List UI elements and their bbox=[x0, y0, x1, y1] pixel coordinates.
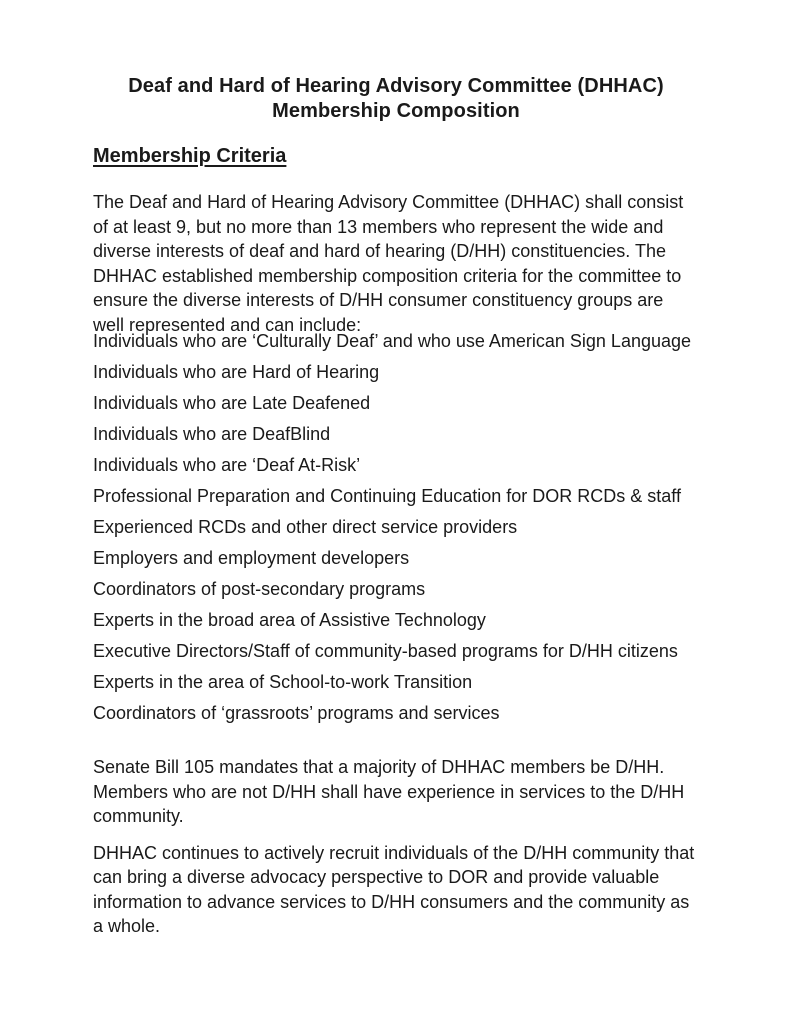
criteria-item-professional-preparation: Professional Preparation and Continuing Education for DOR RCDs & staff bbox=[93, 486, 681, 506]
criteria-item-hard-of-hearing: Individuals who are Hard of Hearing bbox=[93, 362, 380, 382]
criteria-item-assistive-technology-experts: Experts in the broad area of Assistive Technology bbox=[93, 610, 486, 630]
document-content bbox=[93, 0, 699, 939]
criteria-list bbox=[93, 329, 699, 725]
mandate-paragraph: Senate Bill 105 mandates that a majority of DHHAC members be D/HH. Members who are not D/HH shall have experience in services to the D/HH community. bbox=[93, 757, 685, 826]
criteria-item-experienced-rcds: Experienced RCDs and other direct service providers bbox=[93, 517, 518, 537]
criteria-item-grassroots-coordinators: Coordinators of ‘grassroots’ programs and services bbox=[93, 703, 500, 723]
criteria-item-late-deafened: Individuals who are Late Deafened bbox=[93, 393, 371, 413]
criteria-item-school-to-work-experts: Experts in the area of School-to-work Transition bbox=[93, 672, 473, 692]
document-title-line-2: Membership Composition bbox=[272, 100, 520, 122]
recruitment-paragraph: DHHAC continues to actively recruit individuals of the D/HH community that can bring a diverse advocacy perspective to DOR and provide valuable information to advance services to D/HH consumers and the community as a whole. bbox=[93, 842, 695, 936]
criteria-item-employers: Employers and employment developers bbox=[93, 548, 410, 568]
criteria-item-executive-directors: Executive Directors/Staff of community-based programs for D/HH citizens bbox=[93, 641, 678, 661]
criteria-item-post-secondary-coordinators: Coordinators of post-secondary programs bbox=[93, 579, 426, 599]
section-heading: Membership Criteria bbox=[93, 145, 287, 167]
criteria-item-culturally-deaf: Individuals who are ‘Culturally Deaf’ and who use American Sign Language bbox=[93, 331, 692, 351]
document-title-line-1: Deaf and Hard of Hearing Advisory Committee (DHHAC) bbox=[128, 75, 664, 97]
criteria-item-deaf-at-risk: Individuals who are ‘Deaf At-Risk’ bbox=[93, 455, 361, 475]
document-title bbox=[93, 0, 699, 124]
criteria-item-deafblind: Individuals who are DeafBlind bbox=[93, 424, 331, 444]
intro-paragraph: The Deaf and Hard of Hearing Advisory Committee (DHHAC) shall consist of at least 9, but no more than 13 members who represent the wide and diverse interests of deaf and hard of hearing (D/HH) constituencies. The DHHAC established membership composition criteria for the committee to ensure the diverse interests of D/HH consumer constituency groups are well represented and can include: bbox=[93, 192, 684, 335]
